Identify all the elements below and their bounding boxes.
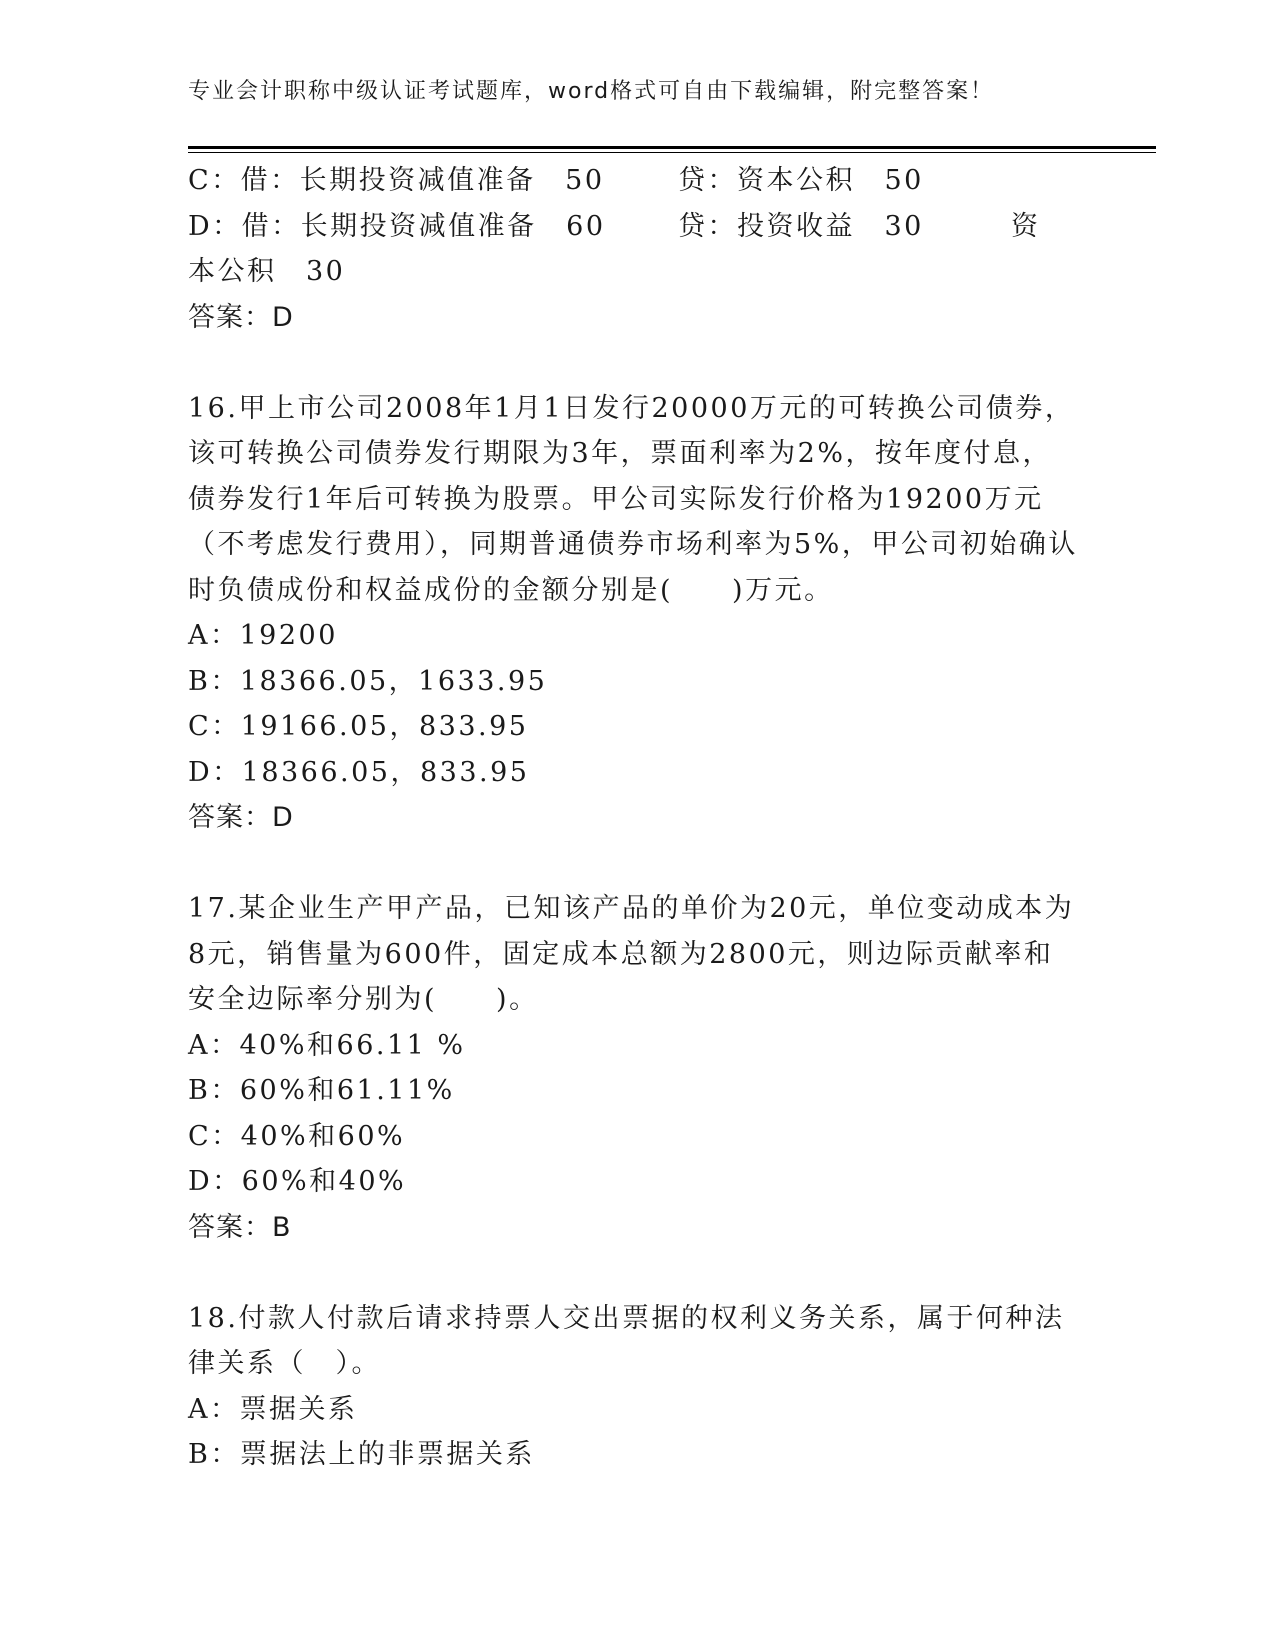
q16-stem: 16.甲上市公司2008年1月1日发行20000万元的可转换公司债券，该可转换公司债券发行期限为3年，票面利率为2%，按年度付息，债券发行1年后可转换为股票。甲公司实际发行价格为19200万元（不考虑发行费用），同期普通债券市场利率为5%，甲公司初始确认时负债成份和权益成份的金额分别是( )万元。 — [188, 392, 1078, 606]
q16-option-c: C：19166.05，833.95 — [188, 711, 529, 742]
q18-stem: 18.付款人付款后请求持票人交出票据的权利义务关系，属于何种法律关系（ ）。 — [188, 1302, 1065, 1379]
q15-option-d — [188, 204, 1078, 250]
q17-answer: 答案：B — [188, 1211, 292, 1243]
q17-option-d: D：60%和40% — [188, 1166, 407, 1197]
header-rule-thin — [188, 152, 1156, 153]
q17-stem: 17.某企业生产甲产品，已知该产品的单价为20元，单位变动成本为8元，销售量为600件，固定成本总额为2800元，则边际贡献率和安全边际率分别为( )。 — [188, 893, 1075, 1015]
q15-option-c-debit: C：借：长期投资减值准备 50 — [188, 165, 605, 196]
document-body — [188, 158, 1078, 1478]
header-rule-thick — [188, 146, 1156, 149]
q16-option-a: A：19200 — [188, 620, 338, 651]
q16-option-d: D：18366.05，833.95 — [188, 756, 530, 788]
q15-option-c — [188, 158, 1078, 204]
q18-option-a: A：票据关系 — [188, 1393, 358, 1425]
q15-option-d-credit2-start: 资 — [1011, 210, 1041, 242]
q15-option-c-credit: 贷：资本公积 50 — [678, 165, 924, 196]
q16-answer: 答案：D — [188, 802, 294, 833]
q17-option-b: B：60%和61.11% — [188, 1075, 455, 1106]
q16-option-b: B：18366.05，1633.95 — [188, 665, 548, 697]
q17-option-a: A：40%和66.11 % — [188, 1029, 466, 1061]
q15-option-d-credit: 贷：投资收益 30 — [678, 210, 924, 242]
q17-option-c: C：40%和60% — [188, 1120, 406, 1152]
page-header: 专业会计职称中级认证考试题库，word格式可自由下载编辑，附完整答案！ — [188, 79, 995, 104]
q18-option-b: B：票据法上的非票据关系 — [188, 1439, 535, 1470]
q15-option-d-continued: 本公积 30 — [188, 256, 346, 287]
q15-answer: 答案：D — [188, 301, 294, 333]
q15-option-d-debit: D：借：长期投资减值准备 60 — [188, 210, 606, 242]
